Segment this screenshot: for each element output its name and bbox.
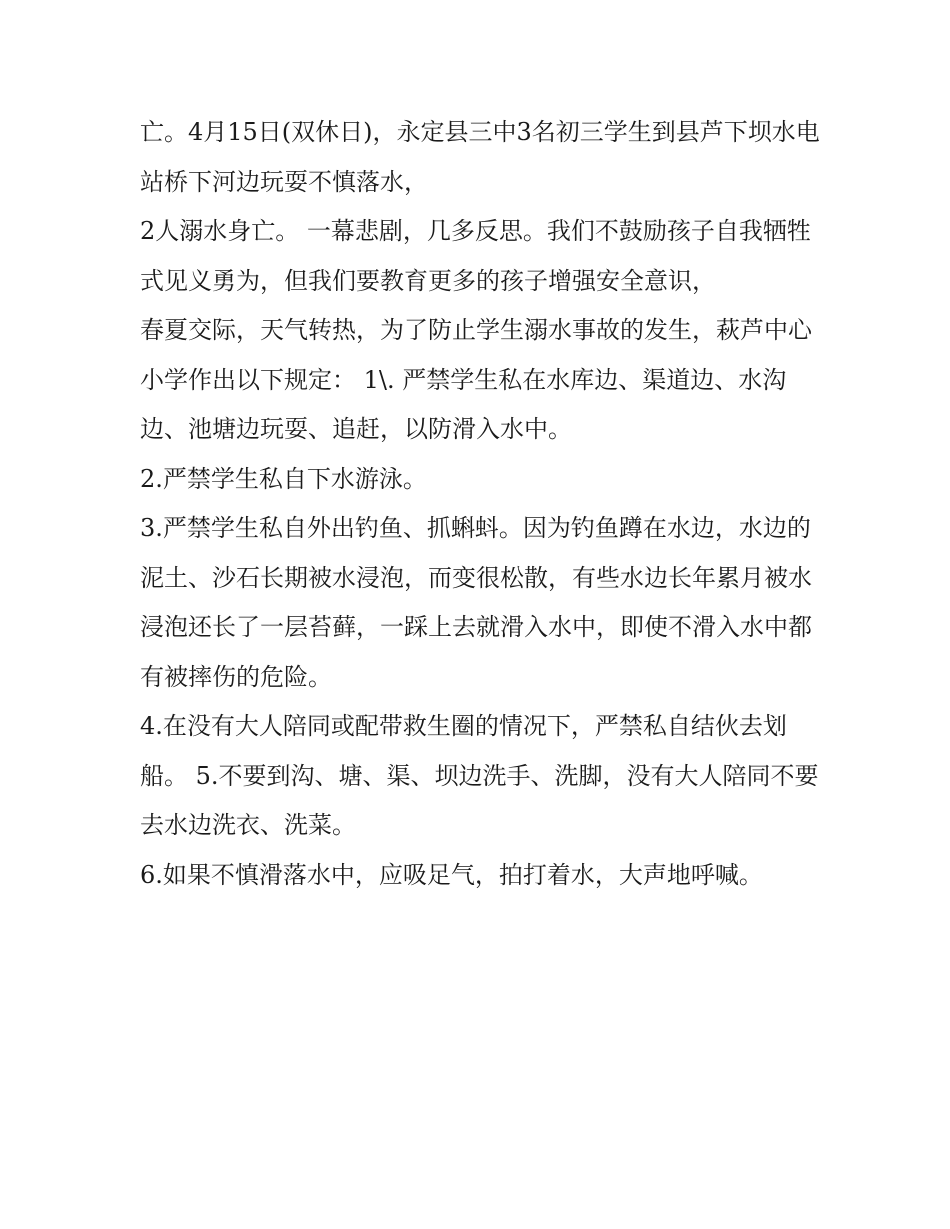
paragraph-6: 4.在没有大人陪同或配带救生圈的情况下，严禁私自结伙去划船。 5.不要到沟、塘、渠、坝边洗手、洗脚，没有大人陪同不要去水边洗衣、洗菜。 (140, 712, 819, 839)
paragraph-2: 2人溺水身亡。 一幕悲剧，几多反思。我们不鼓励孩子自我牺牲式见义勇为，但我们要教育更多的孩子增强安全意识， (140, 217, 811, 295)
paragraph-3: 春夏交际，天气转热，为了防止学生溺水事故的发生，萩芦中心小学作出以下规定： 1\. 严禁学生私在水库边、渠道边、水沟边、池塘边玩耍、追赶，以防滑入水中。 (140, 316, 812, 443)
document-body (140, 108, 820, 900)
paragraph-4: 2.严禁学生私自下水游泳。 (140, 464, 427, 493)
paragraph-7: 6.如果不慎滑落水中，应吸足气，拍打着水，大声地呼喊。 (140, 860, 763, 889)
paragraph-1: 亡。4月15日(双休日)，永定县三中3名初三学生到县芦下坝水电站桥下河边玩耍不慎落水， (140, 118, 820, 196)
paragraph-5: 3.严禁学生私自外出钓鱼、抓蝌蚪。因为钓鱼蹲在水边，水边的泥土、沙石长期被水浸泡，而变很松散，有些水边长年累月被水浸泡还长了一层苔藓，一踩上去就滑入水中，即使不滑入水中都有被摔伤的危险。 (140, 514, 812, 691)
